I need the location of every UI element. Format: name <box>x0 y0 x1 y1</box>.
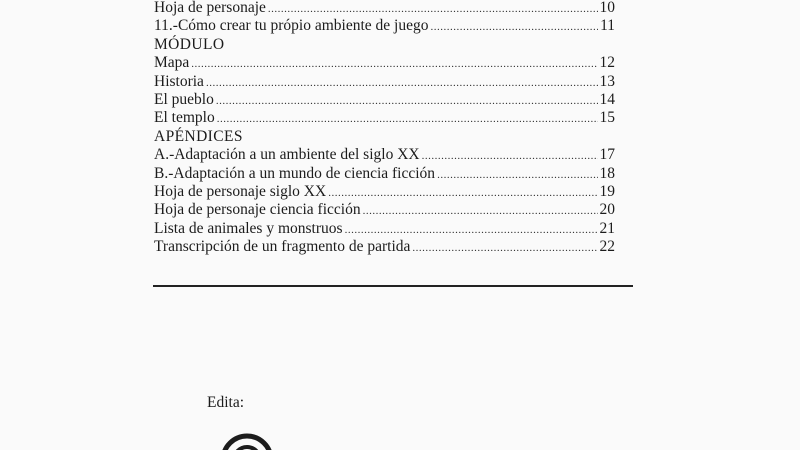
toc-entry-page: 13 <box>599 72 615 90</box>
toc-dot-leader <box>345 221 598 239</box>
toc-entry-page: 14 <box>599 90 615 108</box>
toc-entry-label: A.-Adaptación a un ambiente del siglo XX <box>154 146 420 164</box>
toc-dot-leader <box>328 184 597 202</box>
toc-dot-leader <box>268 0 598 18</box>
toc-entry-label: Lista de animales y monstruos <box>154 219 343 237</box>
publisher-label: Edita: <box>207 394 245 411</box>
toc-entry-ciencia-ficcion-adaptacion <box>154 165 615 183</box>
toc-section-heading-modulo: MÓDULO <box>154 35 225 53</box>
toc-dot-leader <box>422 147 598 165</box>
horizontal-divider <box>153 285 633 287</box>
toc-entry-page: 20 <box>599 201 615 219</box>
toc-entry-label: Historia <box>154 72 204 90</box>
toc-dot-leader <box>217 110 598 128</box>
toc-entry-el-templo <box>154 109 615 127</box>
toc-entry-siglo-xx-adaptacion <box>154 146 615 164</box>
toc-entry-label: Hoja de personaje <box>154 0 266 16</box>
toc-entry-label: Hoja de personaje siglo XX <box>154 182 327 200</box>
toc-entry-page: 11 <box>600 17 615 35</box>
toc-section-heading-apendices: APÉNDICES <box>154 127 243 145</box>
toc-entry-transcripcion <box>154 238 615 256</box>
toc-entry-label: Transcripción de un fragmento de partida <box>154 238 411 256</box>
toc-entry-page: 12 <box>599 54 615 72</box>
toc-entry-page: 17 <box>599 146 615 164</box>
toc-dot-leader <box>430 18 598 36</box>
toc-entry-hoja-siglo-xx <box>154 183 615 201</box>
toc-entry-mapa <box>154 54 615 72</box>
toc-entry-label: Mapa <box>154 54 190 72</box>
toc-entry-label: 11.-Cómo crear tu própio ambiente de juego <box>154 17 429 35</box>
toc-dot-leader <box>191 55 597 73</box>
toc-entry-page: 18 <box>599 164 615 182</box>
table-of-contents <box>154 0 615 256</box>
toc-dot-leader <box>363 202 598 220</box>
toc-dot-leader <box>206 74 598 92</box>
toc-entry-page: 10 <box>599 0 615 16</box>
toc-entry-page: 21 <box>599 219 615 237</box>
toc-entry-page: 22 <box>599 238 615 256</box>
toc-entry-label: El pueblo <box>154 90 214 108</box>
toc-entry-label: El templo <box>154 109 215 127</box>
toc-dot-leader <box>216 92 598 110</box>
toc-dot-leader <box>437 166 597 184</box>
publisher-logo-icon <box>212 420 282 450</box>
toc-entry-page: 19 <box>599 182 615 200</box>
toc-entry-label: B.-Adaptación a un mundo de ciencia ficción <box>154 164 436 182</box>
toc-entry-hoja-ciencia-ficcion <box>154 201 615 219</box>
toc-entry-el-pueblo <box>154 91 615 109</box>
toc-entry-hoja-de-personaje <box>154 0 615 17</box>
toc-entry-animales-monstruos <box>154 220 615 238</box>
toc-entry-crear-ambiente <box>154 17 615 35</box>
toc-dot-leader <box>412 239 597 257</box>
toc-entry-historia <box>154 73 615 91</box>
toc-entry-page: 15 <box>599 109 615 127</box>
toc-entry-label: Hoja de personaje ciencia ficción <box>154 201 361 219</box>
